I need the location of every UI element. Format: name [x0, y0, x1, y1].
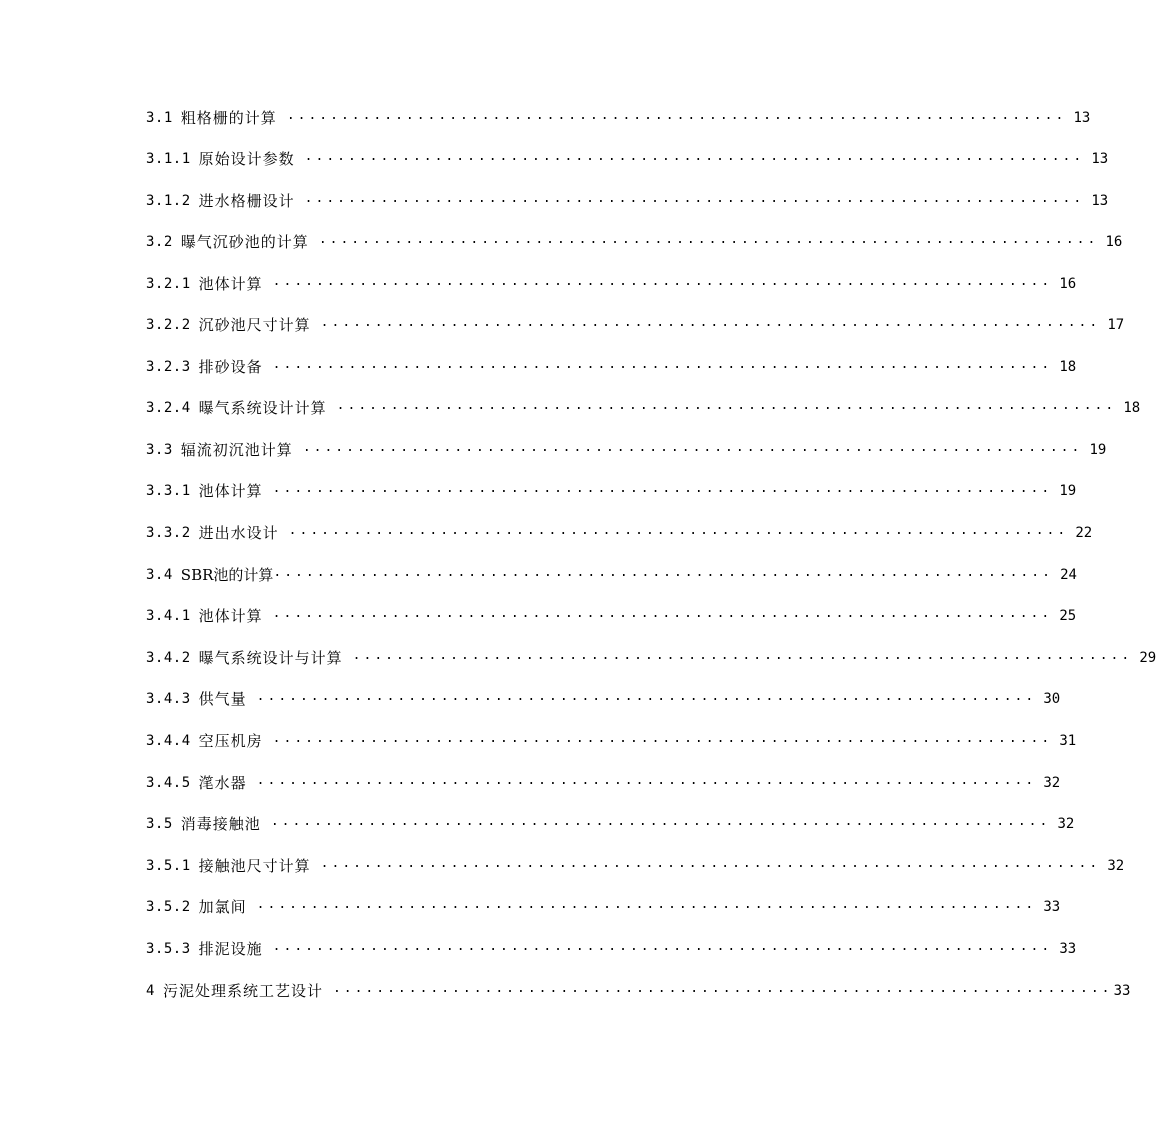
toc-entry-page: 19: [1089, 442, 1107, 458]
toc-entry-title: 滗水器: [198, 774, 247, 792]
toc-entry-page: 29: [1139, 650, 1156, 666]
toc-entry-number: 3.1: [146, 110, 173, 126]
toc-entry-title: 供气量: [198, 690, 247, 708]
toc-entry-number: 3.4.4: [146, 733, 191, 749]
toc-entry-page: 33: [1043, 899, 1061, 915]
toc-entry-title: 排砂设备: [198, 358, 263, 376]
toc-entry-number: 4: [146, 983, 155, 999]
dot-leader: ........................................................................: [272, 274, 1053, 289]
toc-entry-page: 16: [1059, 276, 1077, 292]
toc-entry-page: 32: [1057, 816, 1075, 832]
toc-entry[interactable]: [146, 439, 1107, 461]
toc-entry[interactable]: [146, 938, 1077, 960]
toc-entry[interactable]: [146, 107, 1091, 129]
toc-entry[interactable]: [146, 231, 1123, 253]
toc-entry-title: 粗格栅的计算: [180, 109, 277, 127]
toc-entry-number: 3.3.1: [146, 483, 191, 499]
toc-entry-number: 3.5.2: [146, 899, 191, 915]
dot-leader: ........................................................................: [320, 315, 1101, 330]
dot-leader: ........................................................................: [272, 939, 1053, 954]
toc-entry-page: 18: [1123, 400, 1141, 416]
toc-entry-title: SBR池的计算: [180, 566, 274, 584]
toc-entry-number: 3.4.2: [146, 650, 191, 666]
toc-entry-title: 加氯间: [198, 898, 247, 916]
toc-entry[interactable]: [146, 896, 1061, 918]
dot-leader: ........................................................................: [272, 606, 1053, 621]
toc-entry-number: 3.1.1: [146, 151, 191, 167]
toc-entry-number: 3.2.3: [146, 359, 191, 375]
dot-leader: ........................................................................: [256, 897, 1037, 912]
dot-leader: ........................................................................: [273, 565, 1053, 580]
toc-entry[interactable]: [146, 356, 1077, 378]
dot-leader: ........................................................................: [352, 648, 1133, 663]
dot-leader: ........................................................................: [320, 856, 1101, 871]
toc-entry-page: 18: [1059, 359, 1077, 375]
toc-entry[interactable]: [146, 855, 1125, 877]
toc-entry-title: 曝气系统设计与计算: [198, 649, 343, 667]
toc-entry-title: 进水格栅设计: [198, 192, 295, 210]
toc-entry[interactable]: [146, 314, 1125, 336]
toc-entry-title: 辐流初沉池计算: [180, 441, 293, 459]
toc-entry-number: 3.2.1: [146, 276, 191, 292]
dot-leader: ........................................................................: [272, 731, 1053, 746]
toc-entry-page: 32: [1043, 775, 1061, 791]
dot-leader: ........................................................................: [272, 357, 1053, 372]
toc-entry-number: 3.4.3: [146, 691, 191, 707]
toc-entry-title: 空压机房: [198, 732, 263, 750]
toc-entry-title: 池体计算: [198, 607, 263, 625]
dot-leader: ........................................................................: [336, 398, 1117, 413]
toc-entry-number: 3.4: [146, 567, 173, 583]
toc-entry-title: 池体计算: [198, 275, 263, 293]
dot-leader: ........................................................................: [256, 773, 1037, 788]
toc-entry-title: 池体计算: [198, 482, 263, 500]
dot-leader: ........................................................................: [332, 981, 1113, 996]
toc-entry-title: 沉砂池尺寸计算: [198, 316, 311, 334]
toc-entry[interactable]: [146, 730, 1077, 752]
toc-entry-title: 进出水设计: [198, 524, 279, 542]
dot-leader: ........................................................................: [302, 440, 1083, 455]
toc-entry[interactable]: [146, 397, 1141, 419]
toc-entry-number: 3.5: [146, 816, 173, 832]
toc-entry-page: 32: [1107, 858, 1125, 874]
toc-entry[interactable]: [146, 647, 1156, 669]
toc-entry-page: 31: [1059, 733, 1077, 749]
toc-entry-page: 25: [1059, 608, 1077, 624]
toc-entry-number: 3.3.2: [146, 525, 191, 541]
toc-entry-title: 曝气沉砂池的计算: [180, 233, 309, 251]
toc-entry-page: 33: [1059, 941, 1077, 957]
toc-entry-title: 接触池尺寸计算: [198, 857, 311, 875]
toc-entry[interactable]: [146, 190, 1109, 212]
toc-entry[interactable]: [146, 605, 1077, 627]
toc-entry-number: 3.5.1: [146, 858, 191, 874]
dot-leader: ........................................................................: [286, 108, 1067, 123]
toc-entry-number: 3.3: [146, 442, 173, 458]
toc-entry-number: 3.2: [146, 234, 173, 250]
dot-leader: ........................................................................: [270, 814, 1051, 829]
toc-entry[interactable]: [146, 273, 1077, 295]
toc-entry[interactable]: [146, 813, 1075, 835]
toc-entry-title: 原始设计参数: [198, 150, 295, 168]
dot-leader: ........................................................................: [256, 689, 1037, 704]
toc-entry-page: 16: [1105, 234, 1123, 250]
toc-entry-page: 13: [1073, 110, 1091, 126]
dot-leader: ........................................................................: [318, 232, 1099, 247]
toc-entry[interactable]: [146, 522, 1093, 544]
toc-entry[interactable]: [146, 980, 1131, 1002]
toc-entry-number: 3.5.3: [146, 941, 191, 957]
toc-entry-number: 3.2.4: [146, 400, 191, 416]
dot-leader: ........................................................................: [304, 149, 1085, 164]
toc-entry-page: 24: [1060, 567, 1077, 583]
toc-entry-page: 30: [1043, 691, 1061, 707]
dot-leader: ........................................................................: [304, 191, 1085, 206]
toc-entry[interactable]: [146, 148, 1109, 170]
toc-entry-number: 3.4.5: [146, 775, 191, 791]
toc-entry-title: 曝气系统设计计算: [198, 399, 327, 417]
toc-entry-page: 17: [1107, 317, 1125, 333]
toc-entry-page: 19: [1059, 483, 1077, 499]
toc-entry[interactable]: [146, 564, 1077, 586]
toc-entry-number: 3.2.2: [146, 317, 191, 333]
toc-entry-number: 3.4.1: [146, 608, 191, 624]
toc-entry-title: 消毒接触池: [180, 815, 261, 833]
toc-entry[interactable]: [146, 772, 1061, 794]
toc-entry-page: 13: [1091, 151, 1109, 167]
dot-leader: ........................................................................: [272, 481, 1053, 496]
dot-leader: ........................................................................: [288, 523, 1069, 538]
toc-entry-number: 3.1.2: [146, 193, 191, 209]
toc-entry-page: 13: [1091, 193, 1109, 209]
toc-entry-title: 污泥处理系统工艺设计: [162, 982, 323, 1000]
toc-entry-page: 33: [1113, 983, 1131, 999]
toc-entry[interactable]: [146, 688, 1061, 710]
toc-entry-title: 排泥设施: [198, 940, 263, 958]
toc-entry[interactable]: [146, 480, 1077, 502]
toc-entry-page: 22: [1075, 525, 1093, 541]
